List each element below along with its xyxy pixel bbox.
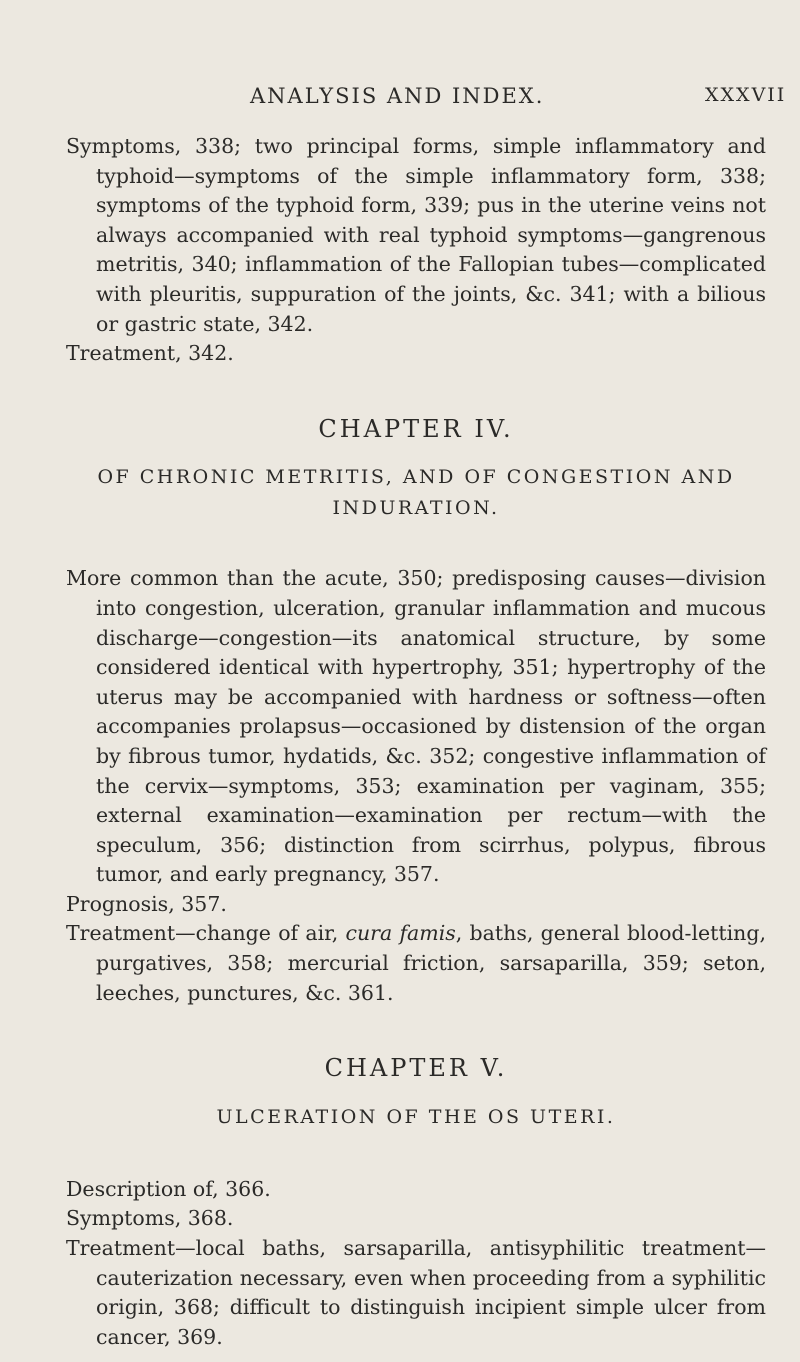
index-entry-treatment: Treatment, 342.	[66, 341, 234, 366]
page-number: XXXVII	[705, 84, 787, 106]
index-entry-symptoms-ulcer: Symptoms, 368.	[66, 1206, 234, 1231]
chapter-4-title: CHAPTER IV.	[318, 414, 514, 443]
treatment-text-start: Treatment—change of air,	[66, 921, 346, 946]
chapter-4-subtitle: OF CHRONIC METRITIS, AND OF CONGESTION AND INDURATION.	[97, 466, 735, 520]
index-entry-prognosis: Prognosis, 357.	[66, 891, 227, 916]
chapter-5-title: CHAPTER V.	[324, 1054, 508, 1083]
treatment-italic-term: cura famis	[345, 921, 456, 946]
treatment-text-end: , baths, general blood-letting, purgatives, 358; mercurial friction, sarsaparilla, 359; seton, leeches, punctures, &c. 361.	[96, 921, 767, 1005]
index-content	[66, 132, 766, 1352]
index-entry-symptoms: Symptoms, 338; two principal forms, simple inflammatory and typhoid—symptoms of the simple inflammatory form, 338; symptoms of the typhoid form, 339; pus in the uterine veins not always accompanied with real typhoid symptoms—gangrenous metritis, 340; inflammation of the Fallopian tubes—complicated with pleuritis, suppuration of the joints, &c. 341; with a bilious or gastric state, 342.	[66, 134, 766, 336]
index-entry-treatment-ulcer: Treatment—local baths, sarsaparilla, antisyphilitic treatment—cauterization necessary, even when proceeding from a syphilitic origin, 368; difficult to distinguish incipient simple ulcer from cancer, 369.	[66, 1236, 766, 1349]
page-header	[0, 84, 800, 114]
index-entry-description: Description of, 366.	[66, 1176, 271, 1201]
index-entry-chronic-metritis: More common than the acute, 350; predisposing causes—division into congestion, ulceration, granular inflammation and mucous discharge—congestion—its anatomical structure, by some considered identical with hypertrophy, 351; hypertrophy of the uterus may be accompanied with hardness or softness—often accompanies prolapsus—occasioned by distension of the organ by fibrous tumor, hydatids, &c. 352; congestive inflammation of the cervix—symptoms, 353; examination per vaginam, 355; external examination—examination per rectum—with the speculum, 356; distinction from scirrhus, polypus, fibrous tumor, and early pregnancy, 357.	[66, 566, 766, 887]
index-entry-treatment-chronic	[66, 919, 766, 1008]
running-head: ANALYSIS AND INDEX.	[250, 84, 545, 108]
chapter-5-subtitle: ULCERATION OF THE OS UTERI.	[216, 1105, 616, 1128]
